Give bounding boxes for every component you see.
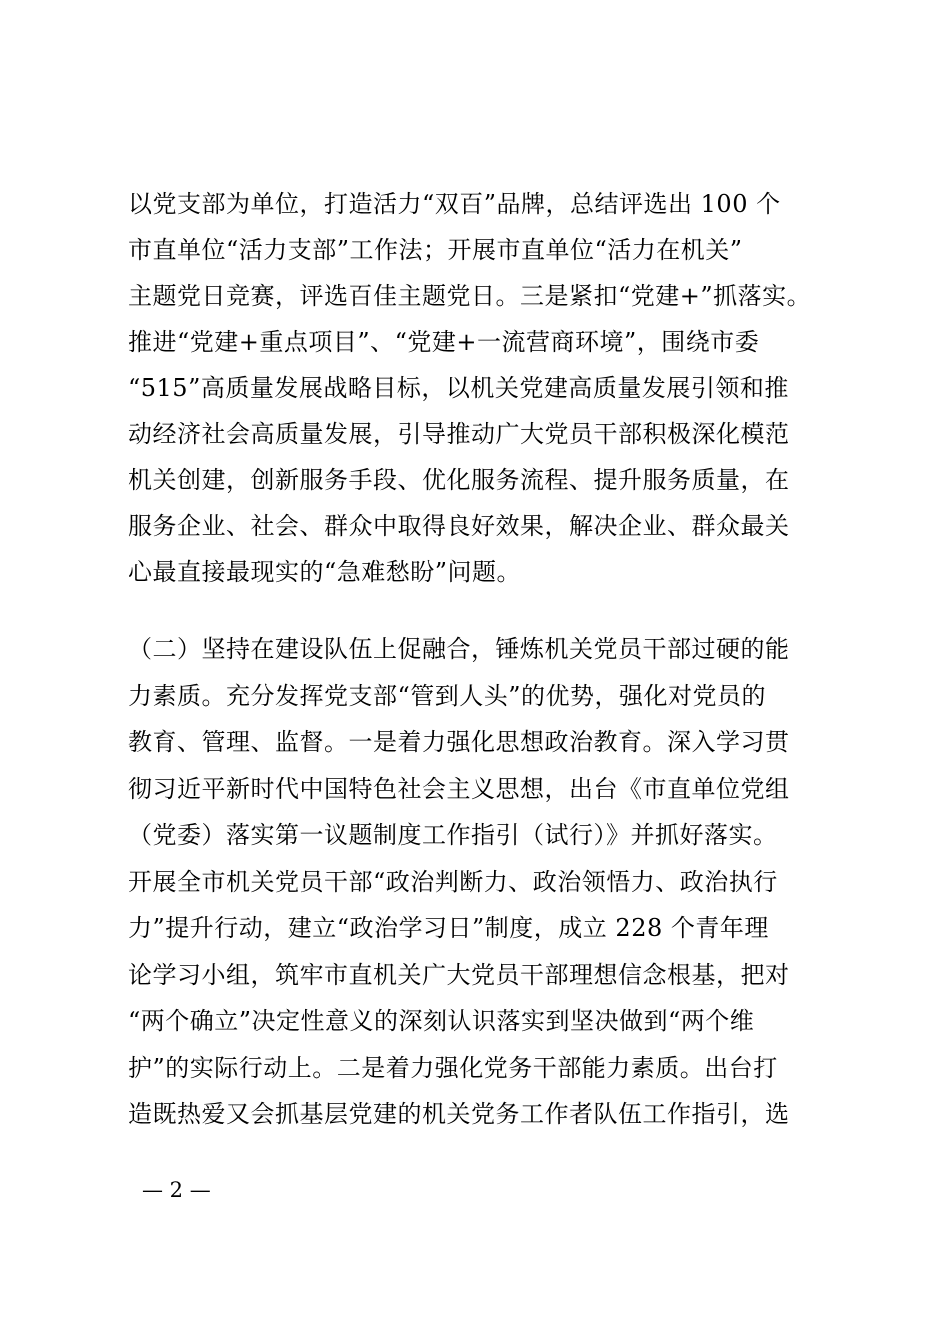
text-line: 市直单位“活力支部”工作法；开展市直单位“活力在机关” (128, 236, 743, 264)
text-line: （党委）落实第一议题制度工作指引（试行）》并抓好落实。 (128, 821, 778, 849)
text-line: 服务企业、社会、群众中取得良好效果，解决企业、群众最关 (128, 512, 790, 540)
text-line: 机关创建，创新服务手段、优化服务流程、提升服务质量，在 (128, 466, 790, 494)
text-line: 力素质。充分发挥党支部“管到人头”的优势，强化对党员的 (128, 681, 767, 710)
text-line: 力”提升行动，建立“政治学习日”制度，成立 228 个青年理 (128, 914, 769, 942)
page-number: — 2 — (142, 1178, 211, 1202)
text-line: （二）坚持在建设队伍上促融合，锤炼机关党员干部过硬的能 (128, 635, 790, 663)
text-line: 护”的实际行动上。二是着力强化党务干部能力素质。出台打 (128, 1053, 778, 1082)
text-line: 造既热爱又会抓基层党建的机关党务工作者队伍工作指引，选 (128, 1100, 790, 1128)
text-line: “两个确立”决定性意义的深刻认识落实到坚决做到“两个维 (128, 1007, 755, 1035)
text-line: 论学习小组，筑牢市直机关广大党员干部理想信念根基，把对 (128, 960, 790, 989)
text-line: 彻习近平新时代中国特色社会主义思想，出台《市直单位党组 (128, 774, 790, 803)
text-line: 以党支部为单位，打造活力“双百”品牌，总结评选出 100 个 (128, 190, 781, 218)
text-line: 动经济社会高质量发展，引导推动广大党员干部积极深化模范 (128, 420, 790, 448)
text-line: 教育、管理、监督。一是着力强化思想政治教育。深入学习贯 (128, 728, 790, 756)
text-line: 开展全市机关党员干部“政治判断力、政治领悟力、政治执行 (128, 867, 778, 896)
paragraph-1 (128, 181, 828, 595)
text-line: 推进“党建+重点项目”、“党建+一流营商环境”，围绕市委 (128, 328, 760, 356)
paragraph-2 (128, 626, 828, 1138)
text-line: 心最直接最现实的“急难愁盼”问题。 (128, 558, 522, 586)
text-line: 主题党日竞赛，评选百佳主题党日。三是紧扣“党建+”抓落实。 (128, 282, 812, 310)
text-line: “515”高质量发展战略目标，以机关党建高质量发展引领和推 (128, 374, 789, 402)
